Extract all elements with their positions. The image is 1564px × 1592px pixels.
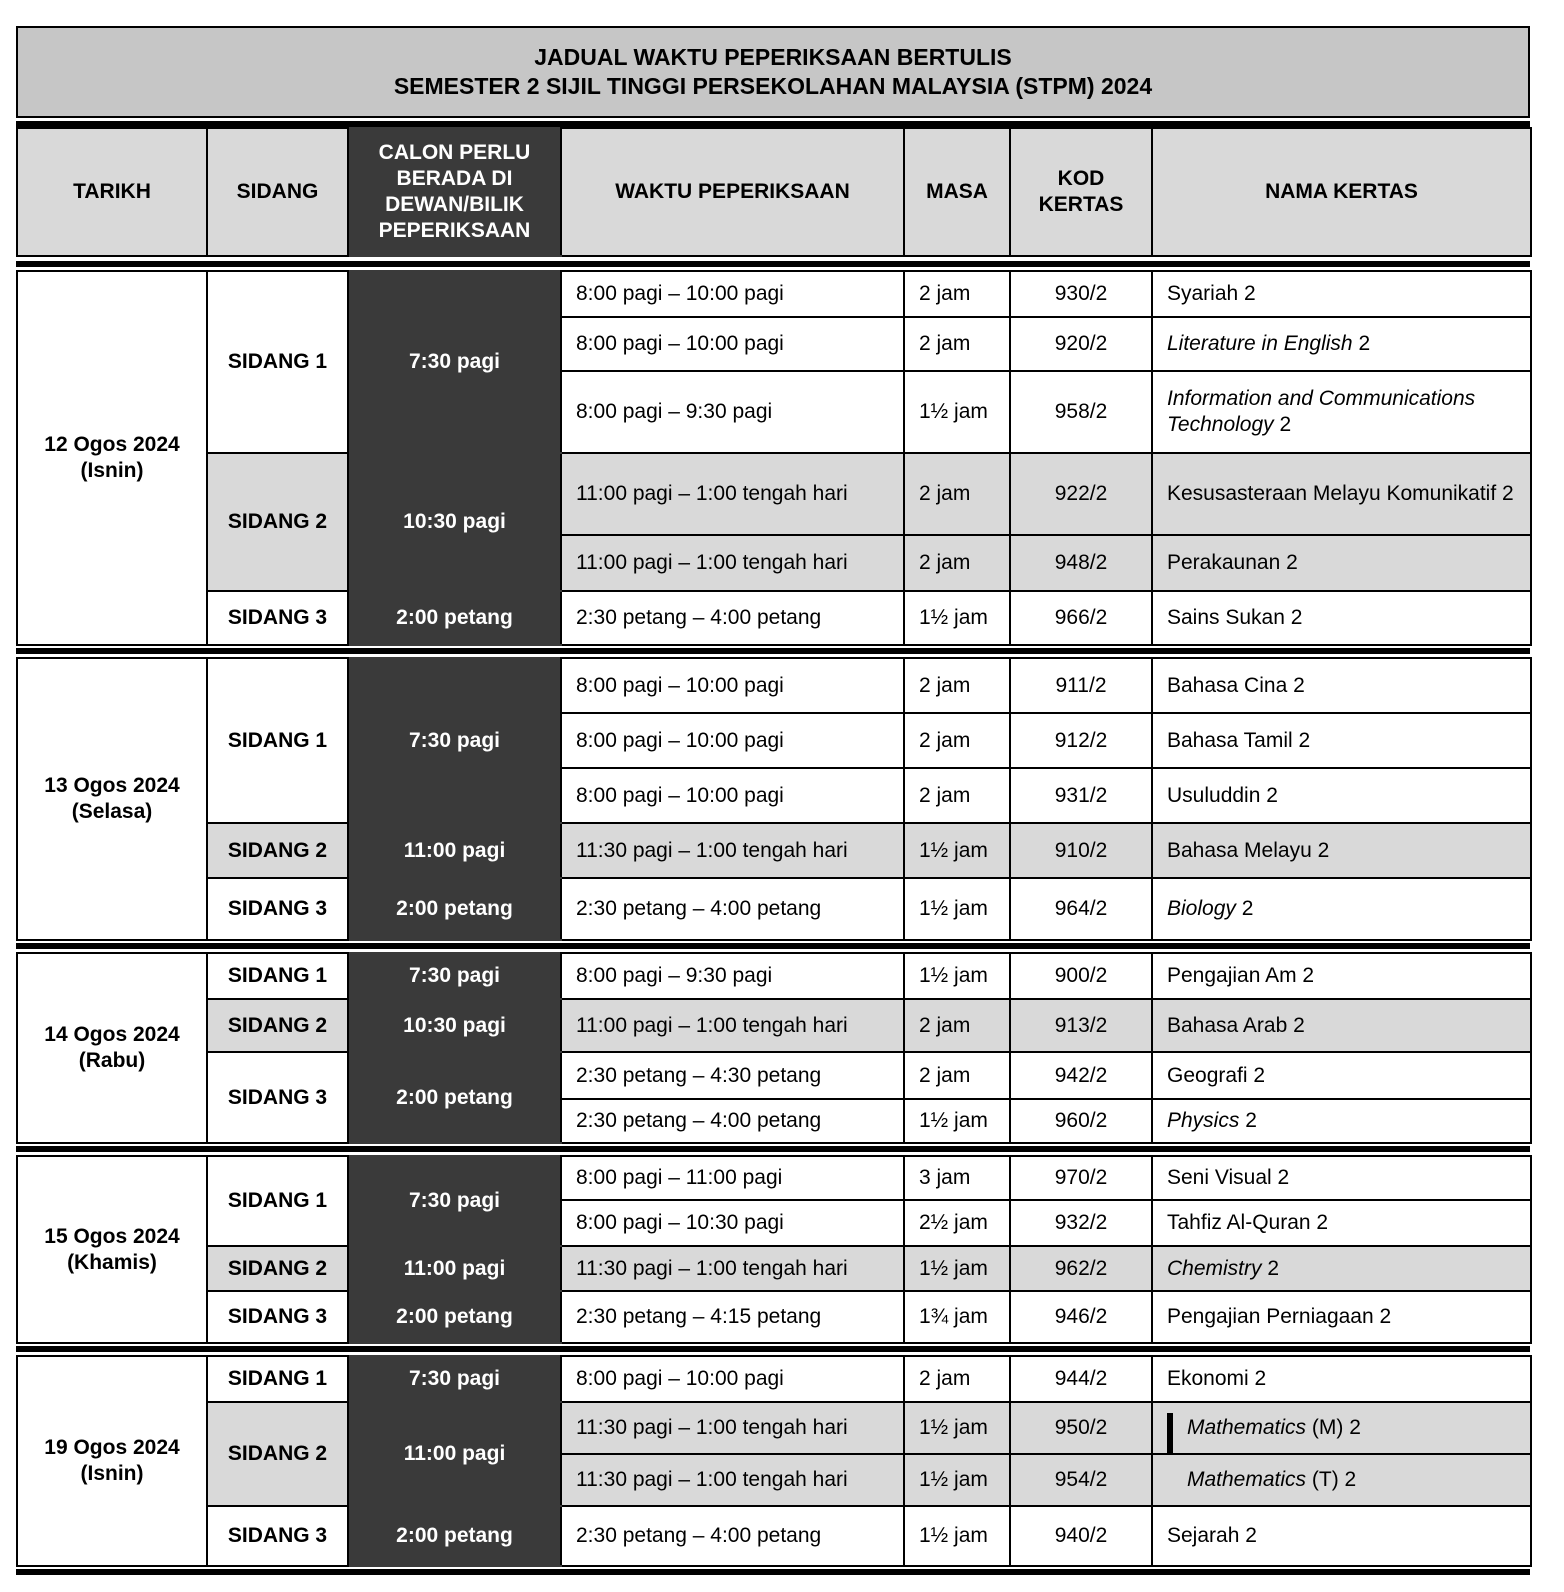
table-row — [17, 878, 1531, 940]
paper-code: 954/2 — [1010, 1454, 1152, 1506]
table-row — [17, 453, 1531, 535]
paper-name — [1152, 271, 1531, 317]
session-label: SIDANG 3 — [207, 878, 348, 940]
paper-name-suffix: 2 — [1352, 332, 1371, 355]
exam-time: 11:00 pagi – 1:00 tengah hari — [561, 453, 904, 535]
paper-code: 930/2 — [1010, 271, 1152, 317]
duration: 2 jam — [904, 1356, 1010, 1402]
exam-date: 14 Ogos 2024 — [44, 1023, 180, 1046]
session-label: SIDANG 1 — [207, 271, 348, 453]
table-row — [17, 823, 1531, 878]
divider — [16, 1569, 1530, 1575]
paper-name — [1152, 1099, 1531, 1143]
report-time: 11:00 pagi — [348, 1402, 561, 1506]
paper-code: 966/2 — [1010, 591, 1152, 645]
paper-code: 950/2 — [1010, 1402, 1152, 1454]
duration: 2 jam — [904, 453, 1010, 535]
paper-code: 946/2 — [1010, 1291, 1152, 1343]
session-label: SIDANG 2 — [207, 1402, 348, 1506]
session-label: SIDANG 1 — [207, 658, 348, 823]
paper-name — [1152, 658, 1531, 713]
exam-weekday: (Selasa) — [71, 800, 153, 823]
table-row — [17, 1246, 1531, 1291]
exam-weekday: (Khamis) — [67, 1250, 157, 1274]
col-header-calon — [348, 128, 561, 256]
table-row — [17, 1402, 1531, 1454]
paper-code: 948/2 — [1010, 535, 1152, 591]
paper-code: 958/2 — [1010, 371, 1152, 453]
col-header-nama: NAMA KERTAS — [1152, 128, 1531, 256]
duration: 2½ jam — [904, 1200, 1010, 1246]
exam-weekday: (Isnin) — [80, 1462, 144, 1485]
paper-name-text: Seni Visual 2 — [1167, 1166, 1290, 1189]
paper-name-text: Syariah 2 — [1167, 282, 1256, 305]
exam-weekday: (Isnin) — [80, 459, 144, 482]
duration: 3 jam — [904, 1156, 1010, 1200]
report-time: 7:30 pagi — [348, 953, 561, 999]
exam-time: 8:00 pagi – 9:30 pagi — [561, 953, 904, 999]
exam-time: 2:30 petang – 4:00 petang — [561, 1506, 904, 1566]
date-cell — [17, 1356, 207, 1566]
exam-time: 8:00 pagi – 10:30 pagi — [561, 1200, 904, 1246]
day-blocks — [16, 267, 1530, 1575]
session-label: SIDANG 2 — [207, 1246, 348, 1291]
paper-name-suffix: (M) 2 — [1306, 1416, 1361, 1439]
exam-time: 8:00 pagi – 10:00 pagi — [561, 1356, 904, 1402]
duration: 2 jam — [904, 713, 1010, 768]
exam-date: 19 Ogos 2024 — [44, 1436, 180, 1459]
paper-name — [1152, 1200, 1531, 1246]
paper-code: 970/2 — [1010, 1156, 1152, 1200]
table-row — [17, 1052, 1531, 1099]
duration: 2 jam — [904, 768, 1010, 823]
exam-time: 11:30 pagi – 1:00 tengah hari — [561, 1246, 904, 1291]
report-time: 11:00 pagi — [348, 823, 561, 878]
duration: 2 jam — [904, 658, 1010, 713]
paper-name — [1152, 371, 1531, 453]
report-time: 2:00 petang — [348, 1506, 561, 1566]
duration: 1¾ jam — [904, 1291, 1010, 1343]
exam-date: 15 Ogos 2024 — [44, 1224, 180, 1248]
paper-name-italic: Mathematics — [1187, 1468, 1307, 1491]
duration: 2 jam — [904, 535, 1010, 591]
paper-name-text: Perakaunan 2 — [1167, 551, 1298, 574]
title-line-2: SEMESTER 2 SIJIL TINGGI PERSEKOLAHAN MALAYSIA (STPM) 2024 — [393, 73, 1153, 99]
session-label: SIDANG 3 — [207, 591, 348, 645]
paper-name — [1152, 453, 1531, 535]
report-time: 10:30 pagi — [348, 999, 561, 1052]
header-table — [16, 127, 1532, 257]
paper-name — [1152, 999, 1531, 1052]
duration: 2 jam — [904, 1052, 1010, 1099]
day-table — [16, 1355, 1532, 1567]
table-row — [17, 271, 1531, 317]
session-label: SIDANG 3 — [207, 1052, 348, 1143]
col-header-kod-text: KOD KERTAS — [1038, 167, 1124, 216]
paper-name — [1152, 1402, 1531, 1454]
duration: 2 jam — [904, 271, 1010, 317]
paper-name-text: Tahfiz Al-Quran 2 — [1167, 1211, 1329, 1234]
col-header-kod — [1010, 128, 1152, 256]
paper-code: 910/2 — [1010, 823, 1152, 878]
exam-time: 8:00 pagi – 10:00 pagi — [561, 658, 904, 713]
duration: 1½ jam — [904, 878, 1010, 940]
paper-name — [1152, 953, 1531, 999]
duration: 1½ jam — [904, 1402, 1010, 1454]
exam-weekday: (Rabu) — [78, 1049, 146, 1072]
paper-name-text: Pengajian Am 2 — [1167, 964, 1315, 987]
duration: 1½ jam — [904, 371, 1010, 453]
paper-name-suffix: 2 — [1261, 1256, 1280, 1280]
session-label: SIDANG 1 — [207, 953, 348, 999]
report-time: 11:00 pagi — [348, 1246, 561, 1291]
paper-name-text: Usuluddin 2 — [1167, 783, 1278, 807]
exam-time: 8:00 pagi – 10:00 pagi — [561, 768, 904, 823]
report-time: 2:00 petang — [348, 878, 561, 940]
exam-time: 2:30 petang – 4:00 petang — [561, 878, 904, 940]
paper-name-italic: Physics — [1167, 1109, 1240, 1132]
paper-name-text: Geografi 2 — [1167, 1063, 1266, 1087]
paper-code: 920/2 — [1010, 317, 1152, 371]
report-time: 10:30 pagi — [348, 453, 561, 591]
table-row — [17, 591, 1531, 645]
date-cell — [17, 658, 207, 940]
paper-name — [1152, 878, 1531, 940]
duration: 1½ jam — [904, 1506, 1010, 1566]
table-row — [17, 953, 1531, 999]
exam-time: 2:30 petang – 4:15 petang — [561, 1291, 904, 1343]
exam-time: 11:00 pagi – 1:00 tengah hari — [561, 999, 904, 1052]
paper-name — [1152, 1356, 1531, 1402]
paper-name-text: Sains Sukan 2 — [1167, 606, 1303, 629]
session-label: SIDANG 3 — [207, 1506, 348, 1566]
table-row — [17, 1356, 1531, 1402]
date-cell — [17, 1156, 207, 1343]
paper-name — [1152, 591, 1531, 645]
title-banner — [16, 26, 1530, 118]
paper-name — [1152, 535, 1531, 591]
paper-name — [1152, 1052, 1531, 1099]
day-table — [16, 952, 1532, 1144]
paper-code: 911/2 — [1010, 658, 1152, 713]
table-row — [17, 1156, 1531, 1200]
paper-name-suffix: 2 — [1273, 413, 1292, 436]
table-row — [17, 999, 1531, 1052]
exam-time: 8:00 pagi – 10:00 pagi — [561, 317, 904, 371]
duration: 1½ jam — [904, 1246, 1010, 1291]
col-header-sidang: SIDANG — [207, 128, 348, 256]
paper-code: 932/2 — [1010, 1200, 1152, 1246]
paper-name — [1152, 1506, 1531, 1566]
exam-date: 12 Ogos 2024 — [44, 433, 180, 456]
day-table — [16, 270, 1532, 646]
exam-time: 8:00 pagi – 9:30 pagi — [561, 371, 904, 453]
day-table — [16, 1155, 1532, 1344]
exam-time: 2:30 petang – 4:00 petang — [561, 1099, 904, 1143]
duration: 1½ jam — [904, 591, 1010, 645]
session-label: SIDANG 2 — [207, 999, 348, 1052]
paper-name-suffix: 2 — [1239, 1109, 1257, 1132]
paper-name-text: Kesusasteraan Melayu Komunikatif 2 — [1167, 482, 1514, 505]
exam-time: 11:30 pagi – 1:00 tengah hari — [561, 1454, 904, 1506]
report-time: 7:30 pagi — [348, 271, 561, 453]
report-time: 2:00 petang — [348, 591, 561, 645]
exam-time: 8:00 pagi – 11:00 pagi — [561, 1156, 904, 1200]
paper-code: 912/2 — [1010, 713, 1152, 768]
paper-name-italic: Literature in English — [1167, 332, 1353, 355]
report-time: 7:30 pagi — [348, 658, 561, 823]
paper-code: 900/2 — [1010, 953, 1152, 999]
col-header-masa: MASA — [904, 128, 1010, 256]
paper-name-text: Bahasa Cina 2 — [1167, 673, 1305, 697]
exam-time: 8:00 pagi – 10:00 pagi — [561, 271, 904, 317]
paper-code: 944/2 — [1010, 1356, 1152, 1402]
paper-name-text: Bahasa Arab 2 — [1167, 1013, 1305, 1037]
col-header-waktu: WAKTU PEPERIKSAAN — [561, 128, 904, 256]
paper-name — [1152, 713, 1531, 768]
paper-name-text: Bahasa Tamil 2 — [1167, 728, 1311, 752]
date-cell — [17, 953, 207, 1143]
paper-name — [1152, 823, 1531, 878]
exam-time: 11:00 pagi – 1:00 tengah hari — [561, 535, 904, 591]
duration: 1½ jam — [904, 1454, 1010, 1506]
exam-time: 11:30 pagi – 1:00 tengah hari — [561, 1402, 904, 1454]
table-row — [17, 1506, 1531, 1566]
exam-time: 2:30 petang – 4:30 petang — [561, 1052, 904, 1099]
timetable-sheet — [16, 26, 1530, 1575]
paper-name-text: Pengajian Perniagaan 2 — [1167, 1305, 1392, 1328]
paper-code: 922/2 — [1010, 453, 1152, 535]
session-label: SIDANG 2 — [207, 453, 348, 591]
session-label: SIDANG 3 — [207, 1291, 348, 1343]
col-header-calon-text: CALON PERLU BERADA DI DEWAN/BILIK PEPERIKSAAN — [378, 141, 531, 242]
report-time: 2:00 petang — [348, 1291, 561, 1343]
exam-date: 13 Ogos 2024 — [44, 774, 180, 797]
paper-name-italic: Chemistry — [1167, 1256, 1262, 1280]
report-time: 7:30 pagi — [348, 1356, 561, 1402]
paper-name-suffix: 2 — [1235, 897, 1254, 920]
paper-name — [1152, 317, 1531, 371]
paper-code: 962/2 — [1010, 1246, 1152, 1291]
paper-name — [1152, 1156, 1531, 1200]
duration: 2 jam — [904, 999, 1010, 1052]
col-header-tarikh: TARIKH — [17, 128, 207, 256]
paper-name-text: Ekonomi 2 — [1167, 1367, 1267, 1390]
paper-code: 942/2 — [1010, 1052, 1152, 1099]
paper-code: 964/2 — [1010, 878, 1152, 940]
paper-name — [1152, 1246, 1531, 1291]
date-cell — [17, 271, 207, 645]
report-time: 2:00 petang — [348, 1052, 561, 1143]
paper-code: 940/2 — [1010, 1506, 1152, 1566]
paper-name-suffix: (T) 2 — [1306, 1468, 1357, 1491]
title-line-1: JADUAL WAKTU PEPERIKSAAN BERTULIS — [534, 44, 1012, 70]
paper-name-italic: Mathematics — [1187, 1416, 1307, 1439]
report-time: 7:30 pagi — [348, 1156, 561, 1246]
table-row — [17, 1291, 1531, 1343]
paper-code: 960/2 — [1010, 1099, 1152, 1143]
exam-time: 8:00 pagi – 10:00 pagi — [561, 713, 904, 768]
session-label: SIDANG 2 — [207, 823, 348, 878]
duration: 1½ jam — [904, 1099, 1010, 1143]
session-label: SIDANG 1 — [207, 1156, 348, 1246]
duration: 2 jam — [904, 317, 1010, 371]
duration: 1½ jam — [904, 953, 1010, 999]
paper-code: 913/2 — [1010, 999, 1152, 1052]
paper-name-italic: Information and Communications Technology — [1167, 387, 1476, 436]
paper-name-text: Sejarah 2 — [1167, 1524, 1257, 1547]
exam-time: 11:30 pagi – 1:00 tengah hari — [561, 823, 904, 878]
duration: 1½ jam — [904, 823, 1010, 878]
table-row — [17, 658, 1531, 713]
paper-code: 931/2 — [1010, 768, 1152, 823]
day-table — [16, 657, 1532, 941]
session-label: SIDANG 1 — [207, 1356, 348, 1402]
paper-name — [1152, 768, 1531, 823]
paper-name-italic: Biology — [1167, 897, 1236, 920]
paper-name — [1152, 1454, 1531, 1506]
exam-time: 2:30 petang – 4:00 petang — [561, 591, 904, 645]
paper-name-text: Bahasa Melayu 2 — [1167, 838, 1330, 862]
paper-name — [1152, 1291, 1531, 1343]
